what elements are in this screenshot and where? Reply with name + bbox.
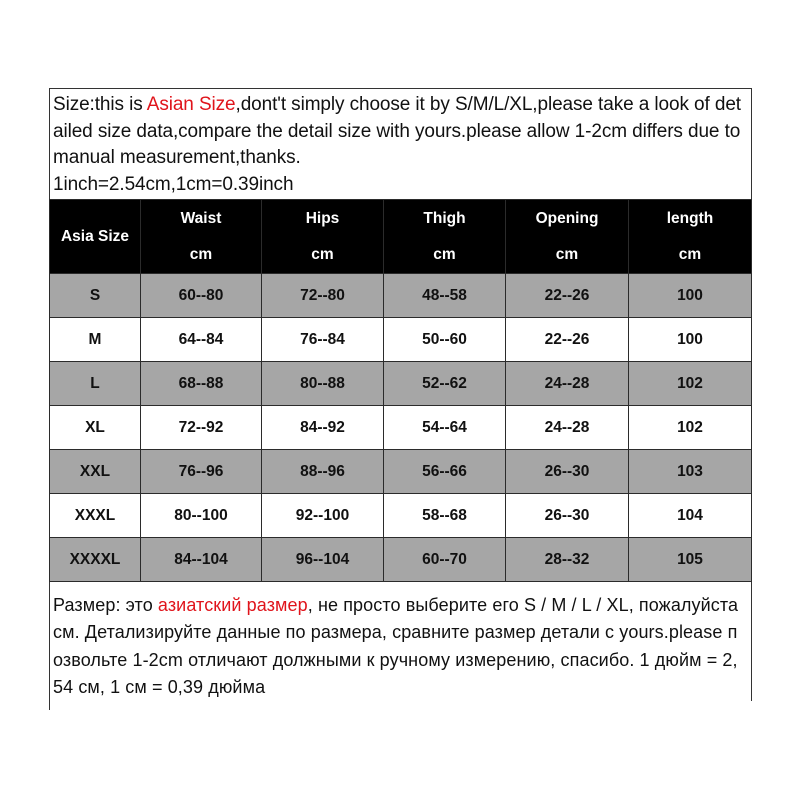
header-label: Opening <box>535 209 599 227</box>
size-cell: XXXXL <box>50 538 141 582</box>
waist-cell: 72--92 <box>141 406 262 450</box>
hips-cell: 80--88 <box>262 362 384 406</box>
thigh-cell: 54--64 <box>384 406 506 450</box>
waist-cell: 68--88 <box>141 362 262 406</box>
opening-cell: 22--26 <box>506 274 629 318</box>
header-label: Thigh <box>423 209 466 227</box>
intro-prefix: Size:this is <box>53 94 147 115</box>
header-length <box>629 200 752 274</box>
hips-cell: 88--96 <box>262 450 384 494</box>
size-cell: S <box>50 274 141 318</box>
asian-size-highlight: Asian Size <box>146 94 236 115</box>
table-row <box>50 362 752 406</box>
header-thigh <box>384 200 506 274</box>
thigh-cell: 50--60 <box>384 318 506 362</box>
length-cell: 102 <box>629 362 752 406</box>
table-row <box>50 494 752 538</box>
length-cell: 104 <box>629 494 752 538</box>
thigh-cell: 60--70 <box>384 538 506 582</box>
length-cell: 100 <box>629 274 752 318</box>
waist-cell: 80--100 <box>141 494 262 538</box>
table-header-row <box>50 200 752 274</box>
header-unit: cm <box>311 245 334 263</box>
opening-cell: 26--30 <box>506 450 629 494</box>
table-row <box>50 274 752 318</box>
size-cell: XL <box>50 406 141 450</box>
opening-cell: 22--26 <box>506 318 629 362</box>
hips-cell: 84--92 <box>262 406 384 450</box>
opening-cell: 26--30 <box>506 494 629 538</box>
table-row <box>50 318 752 362</box>
size-cell: XXXL <box>50 494 141 538</box>
opening-cell: 24--28 <box>506 362 629 406</box>
header-unit: cm <box>433 245 456 263</box>
russian-note <box>49 582 751 701</box>
size-chart-document <box>49 88 752 701</box>
header-unit: cm <box>555 245 579 263</box>
header-label: Waist <box>180 209 222 227</box>
length-cell: 100 <box>629 318 752 362</box>
russian-body: , не просто выберите его S / M / L / XL, пожалуйста см. Детализируйте данные по размера, сравните размер детали с yours.please позвольте 1-2cm отличают должными к ручному измерению, спасибо. 1 дюйм = 2,54 см, 1 см = 0,39 дюйма <box>53 595 739 697</box>
header-unit: cm <box>189 245 213 263</box>
thigh-cell: 52--62 <box>384 362 506 406</box>
russian-highlight: азиатский размер <box>157 595 308 615</box>
size-table <box>49 199 752 582</box>
table-row <box>50 450 752 494</box>
thigh-cell: 48--58 <box>384 274 506 318</box>
hips-cell: 96--104 <box>262 538 384 582</box>
hips-cell: 76--84 <box>262 318 384 362</box>
hips-cell: 92--100 <box>262 494 384 538</box>
waist-cell: 60--80 <box>141 274 262 318</box>
hips-cell: 72--80 <box>262 274 384 318</box>
header-label: Hips <box>305 209 340 227</box>
opening-cell: 28--32 <box>506 538 629 582</box>
header-label: length <box>666 209 714 227</box>
header-waist <box>141 200 262 274</box>
header-unit: cm <box>678 245 702 263</box>
intro-body: ,dont't simply choose it by S/M/L/XL,please take a look of detailed size data,compare the detail size with yours.please allow 1-2cm differs due to manual measurement,thanks. <box>53 94 741 168</box>
header-asia-size: Asia Size <box>50 200 141 274</box>
russian-prefix: Размер: это <box>53 595 158 615</box>
thigh-cell: 58--68 <box>384 494 506 538</box>
waist-cell: 84--104 <box>141 538 262 582</box>
length-cell: 103 <box>629 450 752 494</box>
size-cell: M <box>50 318 141 362</box>
thigh-cell: 56--66 <box>384 450 506 494</box>
waist-cell: 76--96 <box>141 450 262 494</box>
opening-cell: 24--28 <box>506 406 629 450</box>
length-cell: 105 <box>629 538 752 582</box>
size-cell: XXL <box>50 450 141 494</box>
waist-cell: 64--84 <box>141 318 262 362</box>
header-hips <box>262 200 384 274</box>
intro-text <box>49 89 751 199</box>
table-row <box>50 406 752 450</box>
conversion-note: 1inch=2.54cm,1cm=0.39inch <box>53 173 294 195</box>
size-cell: L <box>50 362 141 406</box>
length-cell: 102 <box>629 406 752 450</box>
header-opening <box>506 200 629 274</box>
table-row <box>50 538 752 582</box>
